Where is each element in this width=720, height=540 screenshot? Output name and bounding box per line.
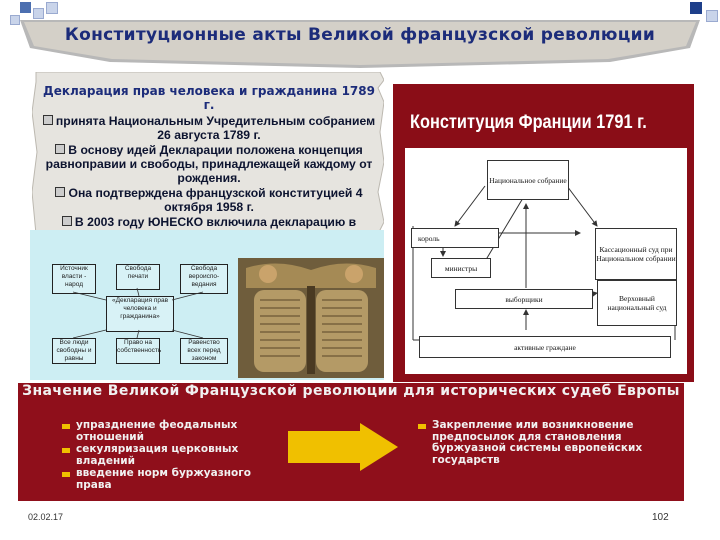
scheme-box: Равенство всех перед законом [180,338,228,364]
significance-left-list [62,420,274,492]
scheme-box: Свобода вероиспо-ведания [180,264,228,294]
declaration-text [40,84,378,244]
list-item: Закрепление или возникновение предпосылок для становления буржуазной системы европейских государств [418,420,668,466]
bullet-icon [55,187,65,197]
significance-title: Значение Великой Французской революции для исторических судеб Европы [22,383,680,399]
declaration-heading: Декларация прав человека и гражданина 1789 г. [43,84,375,112]
constitution-diagram [405,148,687,374]
slide-title: Конституционные акты Великой французской революции [64,25,656,45]
scheme-box: «Декларация прав человека и гражданина» [106,296,174,332]
declaration-document-image [238,258,384,378]
declaration-bullet: принята Национальным Учредительным собранием 26 августа 1789 г. [40,114,378,142]
diagram-box-supreme-court: Верховный национальный суд [597,280,677,326]
corner-square [10,15,20,25]
diagram-box-assembly: Национальное собрание [487,160,569,200]
scheme-box: Право на собственность [116,338,160,364]
corner-square [706,10,718,22]
scheme-box: Источник власти - народ [52,264,96,294]
declaration-bullet: Она подтверждена французской конституцией 4 октября 1958 г. [40,186,378,214]
list-item: упразднение феодальных отношений [62,420,274,443]
declaration-bullet: В основу идей Декларации положена концепция равноправии и свободы, принадлежащей каждому от рождения. [45,143,373,185]
page-number: 102 [652,512,669,523]
bullet-icon [43,115,53,125]
declaration-bullet: В 2003 году ЮНЕСКО включила декларацию в [40,215,378,243]
bullet-icon [62,472,70,477]
right-arrow-icon [288,423,398,471]
constitution-title: Конституция Франции 1791 г. [410,112,647,133]
scheme-connectors [30,230,240,380]
corner-square [690,2,702,14]
bullet-icon [62,216,72,226]
diagram-box-electors: выборщики [455,289,593,309]
bullet-icon [55,144,65,154]
scheme-box: Свобода печати [116,264,160,290]
bullet-icon [418,424,426,429]
corner-square [46,2,58,14]
list-item: введение норм буржуазного права [62,468,274,491]
diagram-box-ministers: министры [431,258,491,278]
scheme-box: Все люди свободны и равны [52,338,96,364]
significance-right-list [418,420,668,467]
diagram-box-court: Кассационный суд при Национальном собрании [595,228,677,280]
diagram-box-king: король [411,228,499,248]
corner-square [20,2,31,13]
list-item: секуляризация церковных владений [62,444,274,467]
bullet-icon [62,424,70,429]
diagram-box-citizens: активные граждане [419,336,671,358]
slide-date: 02.02.17 [28,512,64,522]
bullet-icon [62,448,70,453]
